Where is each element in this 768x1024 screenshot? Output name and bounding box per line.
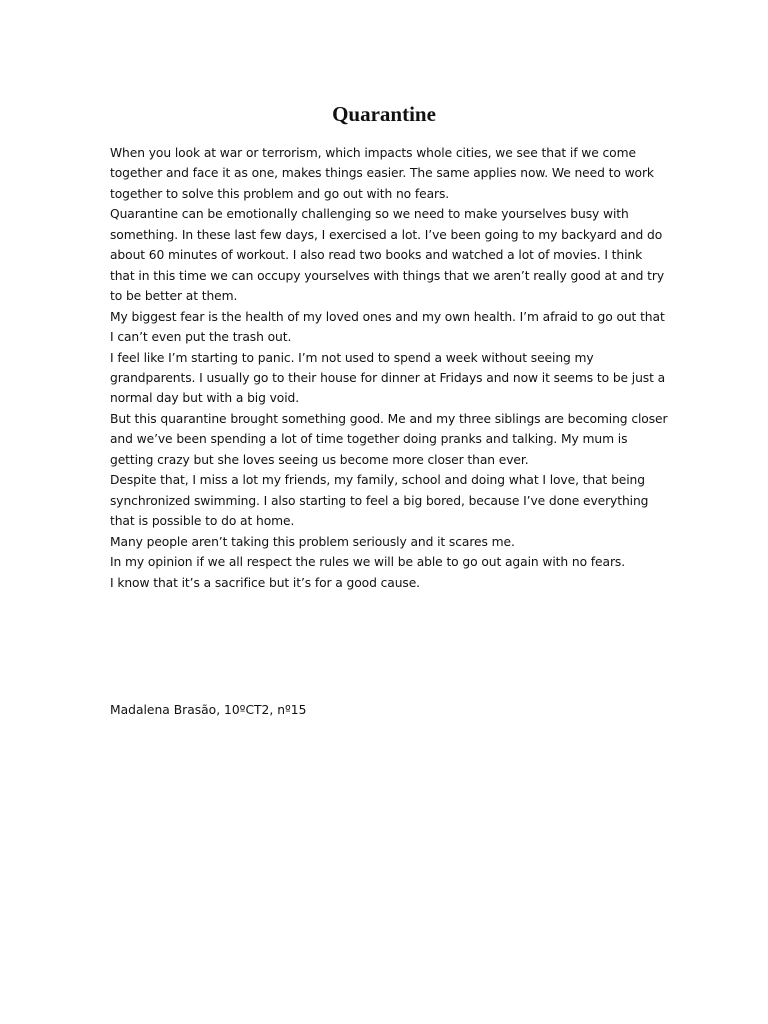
- paragraph: Many people aren’t taking this problem seriously and it scares me.: [110, 534, 515, 549]
- page-title: Quarantine: [332, 102, 436, 126]
- paragraph: In my opinion if we all respect the rules we will be able to go out again with no fears.: [110, 555, 626, 570]
- paragraph: My biggest fear is the health of my loved ones and my own health. I’m afraid to go out that I can’t even put the trash out.: [110, 309, 665, 345]
- paragraph: Quarantine can be emotionally challenging so we need to make yourselves busy with something. In these last few days, I exercised a lot. I’ve been going to my backyard and do about 60 minutes of workout. I also read two books and watched a lot of movies. I think that in this time we can occupy yourselves with things that we aren’t really good at and try to be better at them.: [110, 207, 665, 304]
- paragraph: But this quarantine brought something good. Me and my three siblings are becoming closer and we’ve been spending a lot of time together doing pranks and talking. My mum is getting crazy but she loves seeing us become more closer than ever.: [110, 411, 668, 467]
- document-body: [110, 143, 670, 593]
- paragraph: I know that it’s a sacrifice but it’s for a good cause.: [110, 575, 420, 590]
- author-signature: Madalena Brasão, 10ºCT2, nº15: [110, 703, 307, 717]
- paragraph: I feel like I’m starting to panic. I’m not used to spend a week without seeing my grandparents. I usually go to their house for dinner at Fridays and now it seems to be just a normal day but with a big void.: [110, 350, 666, 406]
- paragraph: When you look at war or terrorism, which impacts whole cities, we see that if we come together and face it as one, makes things easier. The same applies now. We need to work together to solve this problem and go out with no fears.: [110, 146, 654, 201]
- paragraph: Despite that, I miss a lot my friends, my family, school and doing what I love, that being synchronized swimming. I also starting to feel a big bored, because I’ve done everything that is possible to do at home.: [110, 473, 649, 529]
